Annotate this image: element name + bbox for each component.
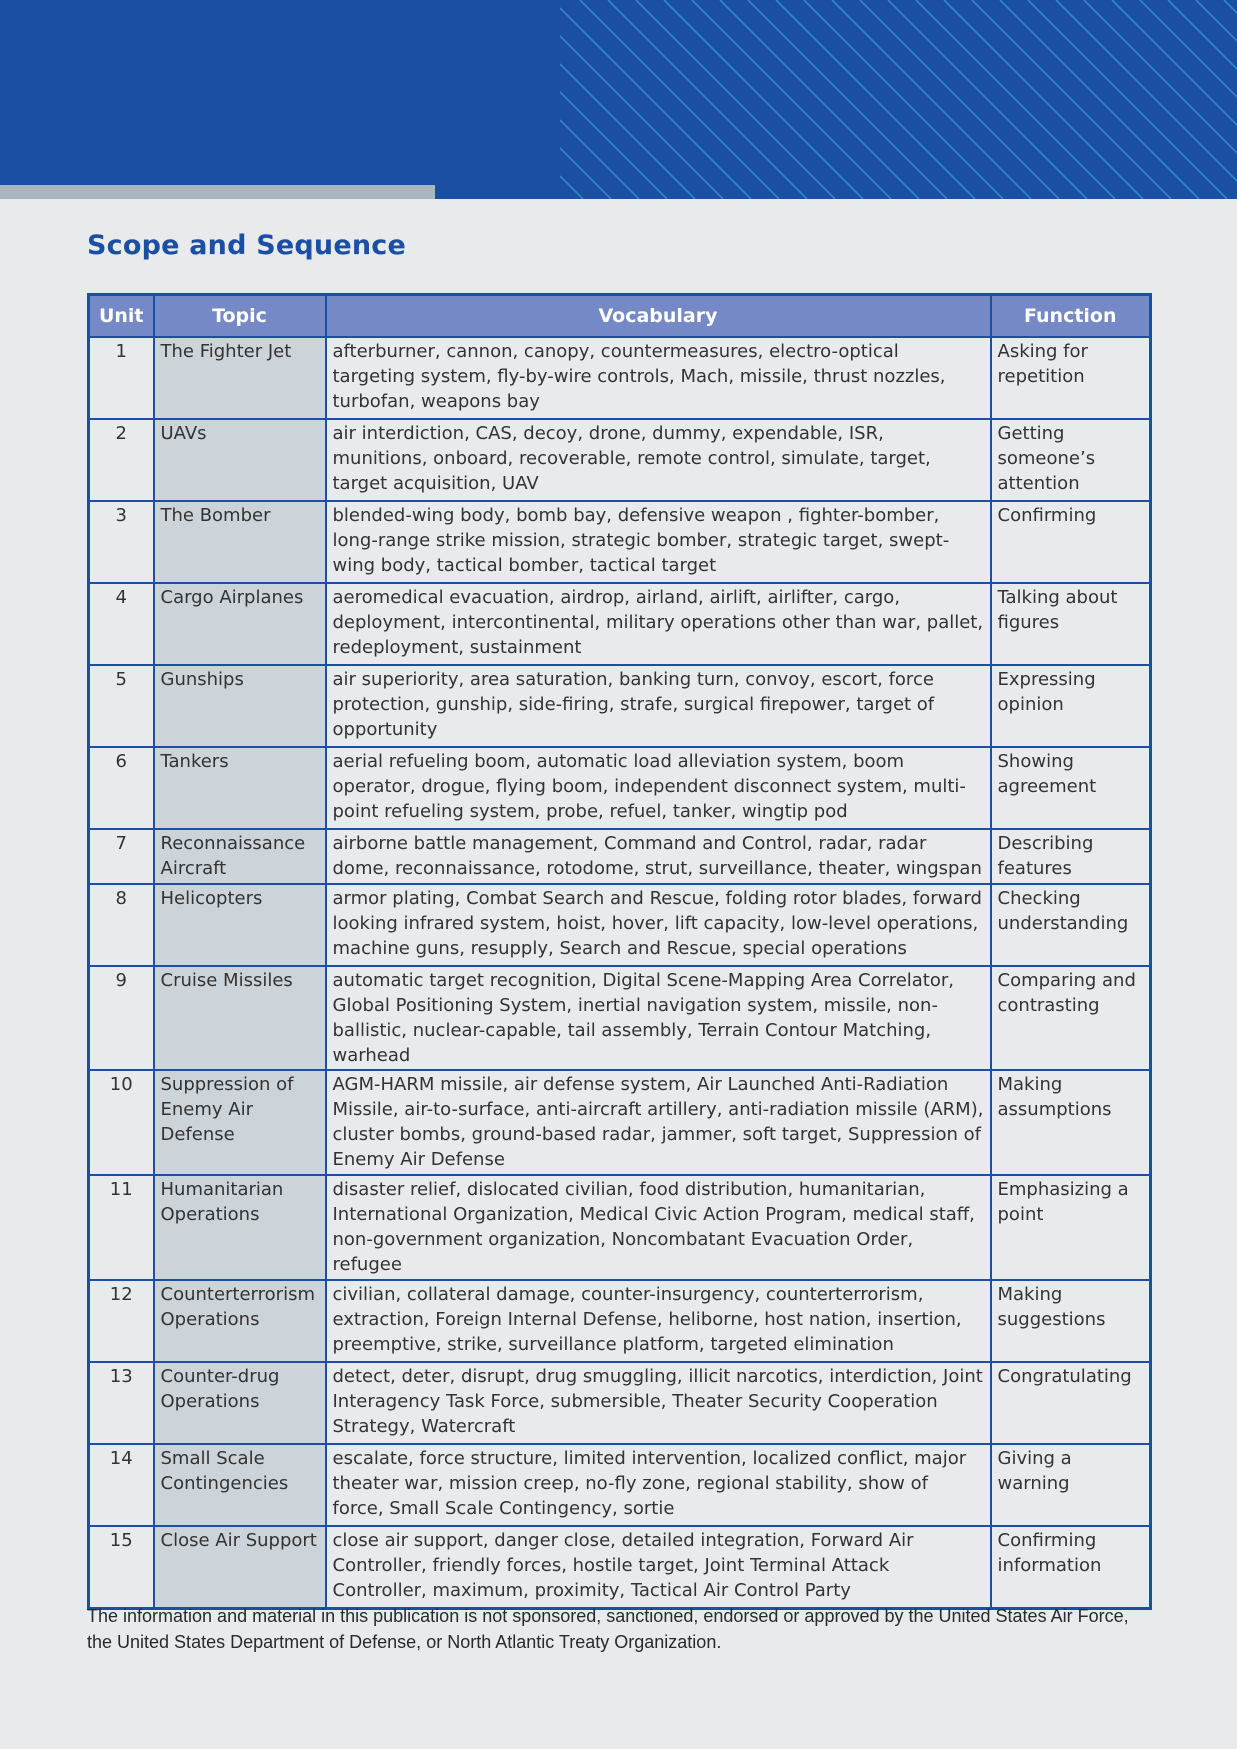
table-row [89, 501, 1151, 583]
diagonal-stripes-decoration [0, 0, 1237, 199]
function-cell: Comparing and contrasting [991, 966, 1151, 1070]
vocabulary-cell: aeromedical evacuation, airdrop, airland, airlift, airlifter, cargo, deployment, intercontinental, military operations other than war, pallet, redeployment, sustainment [326, 583, 991, 665]
function-cell: Checking understanding [991, 884, 1151, 966]
topic-cell: UAVs [154, 419, 326, 501]
unit-cell: 9 [89, 966, 154, 1070]
table-row [89, 829, 1151, 884]
topic-cell: Counterterrorism Operations [154, 1280, 326, 1362]
unit-cell: 15 [89, 1526, 154, 1608]
vocabulary-cell: escalate, force structure, limited intervention, localized conflict, major theater war, mission creep, no-fly zone, regional stability, show of force, Small Scale Contingency, sortie [326, 1444, 991, 1526]
function-cell: Making suggestions [991, 1280, 1151, 1362]
scope-sequence-table [87, 293, 1152, 1610]
function-cell: Expressing opinion [991, 665, 1151, 747]
topic-cell: Cargo Airplanes [154, 583, 326, 665]
vocabulary-cell: armor plating, Combat Search and Rescue, folding rotor blades, forward looking infrared system, hoist, hover, lift capacity, low-level operations, machine guns, resupply, Search and Rescue, special operations [326, 884, 991, 966]
vocabulary-cell: close air support, danger close, detailed integration, Forward Air Controller, friendly forces, hostile target, Joint Terminal Attack Controller, maximum, proximity, Tactical Air Control Party [326, 1526, 991, 1608]
table-row [89, 1444, 1151, 1526]
vocabulary-cell: civilian, collateral damage, counter-insurgency, counterterrorism, extraction, Foreign Internal Defense, heliborne, host nation, insertion, preemptive, strike, surveillance platform, targeted elimination [326, 1280, 991, 1362]
header-function: Function [991, 295, 1151, 338]
unit-cell: 5 [89, 665, 154, 747]
vocabulary-cell: air superiority, area saturation, banking turn, convoy, escort, force protection, gunship, side-firing, strafe, surgical firepower, target of opportunity [326, 665, 991, 747]
vocabulary-cell: afterburner, cannon, canopy, countermeasures, electro-optical targeting system, fly-by-wire controls, Mach, missile, thrust nozzles, turbofan, weapons bay [326, 337, 991, 419]
function-cell: Asking for repetition [991, 337, 1151, 419]
vocabulary-cell: detect, deter, disrupt, drug smuggling, illicit narcotics, interdiction, Joint Interagency Task Force, submersible, Theater Security Cooperation Strategy, Watercraft [326, 1362, 991, 1444]
unit-cell: 3 [89, 501, 154, 583]
table-row [89, 419, 1151, 501]
function-cell: Showing agreement [991, 747, 1151, 829]
unit-cell: 13 [89, 1362, 154, 1444]
function-cell: Emphasizing a point [991, 1175, 1151, 1280]
unit-cell: 10 [89, 1070, 154, 1175]
page-title: Scope and Sequence [87, 230, 406, 261]
table-row [89, 966, 1151, 1070]
function-cell: Congratulating [991, 1362, 1151, 1444]
vocabulary-cell: AGM-HARM missile, air defense system, Air Launched Anti-Radiation Missile, air-to-surface, anti-aircraft artillery, anti-radiation missile (ARM), cluster bombs, ground-based radar, jammer, soft target, Suppression of Enemy Air Defense [326, 1070, 991, 1175]
header-vocabulary: Vocabulary [326, 295, 991, 338]
header-banner [0, 0, 1237, 199]
unit-cell: 7 [89, 829, 154, 884]
function-cell: Talking about figures [991, 583, 1151, 665]
topic-cell: Close Air Support [154, 1526, 326, 1608]
table-row [89, 884, 1151, 966]
topic-cell: Humanitarian Operations [154, 1175, 326, 1280]
vocabulary-cell: automatic target recognition, Digital Scene-Mapping Area Correlator, Global Positioning System, inertial navigation system, missile, non-ballistic, nuclear-capable, tail assembly, Terrain Contour Matching, warhead [326, 966, 991, 1070]
table-row [89, 1362, 1151, 1444]
function-cell: Confirming information [991, 1526, 1151, 1608]
topic-cell: Counter-drug Operations [154, 1362, 326, 1444]
topic-cell: Reconnaissance Aircraft [154, 829, 326, 884]
topic-cell: Small Scale Contingencies [154, 1444, 326, 1526]
topic-cell: Gunships [154, 665, 326, 747]
topic-cell: The Fighter Jet [154, 337, 326, 419]
disclaimer-footnote: The information and material in this publication is not sponsored, sanctioned, endorsed or approved by the United States Air Force, the United States Department of Defense, or North Atlantic Treaty Organization. [87, 1606, 1129, 1652]
vocabulary-cell: aerial refueling boom, automatic load alleviation system, boom operator, drogue, flying boom, independent disconnect system, multi-point refueling system, probe, refuel, tanker, wingtip pod [326, 747, 991, 829]
unit-cell: 11 [89, 1175, 154, 1280]
table-row [89, 747, 1151, 829]
vocabulary-cell: air interdiction, CAS, decoy, drone, dummy, expendable, ISR, munitions, onboard, recoverable, remote control, simulate, target, target acquisition, UAV [326, 419, 991, 501]
header-unit: Unit [89, 295, 154, 338]
unit-cell: 1 [89, 337, 154, 419]
topic-cell: Cruise Missiles [154, 966, 326, 1070]
vocabulary-cell: airborne battle management, Command and Control, radar, radar dome, reconnaissance, rotodome, strut, surveillance, theater, wingspan [326, 829, 991, 884]
header-topic: Topic [154, 295, 326, 338]
table-row [89, 1526, 1151, 1608]
topic-cell: Suppression of Enemy Air Defense [154, 1070, 326, 1175]
unit-cell: 4 [89, 583, 154, 665]
unit-cell: 6 [89, 747, 154, 829]
function-cell: Getting someone’s attention [991, 419, 1151, 501]
unit-cell: 12 [89, 1280, 154, 1362]
vocabulary-cell: blended-wing body, bomb bay, defensive weapon , fighter-bomber, long-range strike mission, strategic bomber, strategic target, swept-wing body, tactical bomber, tactical target [326, 501, 991, 583]
function-cell: Describing features [991, 829, 1151, 884]
unit-cell: 14 [89, 1444, 154, 1526]
table-row [89, 337, 1151, 419]
banner-accent-strip [0, 185, 435, 199]
topic-cell: Helicopters [154, 884, 326, 966]
table-row [89, 1070, 1151, 1175]
table-row [89, 1175, 1151, 1280]
topic-cell: The Bomber [154, 501, 326, 583]
unit-cell: 2 [89, 419, 154, 501]
table-row [89, 1280, 1151, 1362]
unit-cell: 8 [89, 884, 154, 966]
function-cell: Confirming [991, 501, 1151, 583]
function-cell: Making assumptions [991, 1070, 1151, 1175]
vocabulary-cell: disaster relief, dislocated civilian, food distribution, humanitarian, International Organization, Medical Civic Action Program, medical staff, non-government organization, Noncombatant Evacuation Order, refugee [326, 1175, 991, 1280]
function-cell: Giving a warning [991, 1444, 1151, 1526]
table-header-row [89, 295, 1151, 338]
topic-cell: Tankers [154, 747, 326, 829]
table-row [89, 665, 1151, 747]
table-row [89, 583, 1151, 665]
